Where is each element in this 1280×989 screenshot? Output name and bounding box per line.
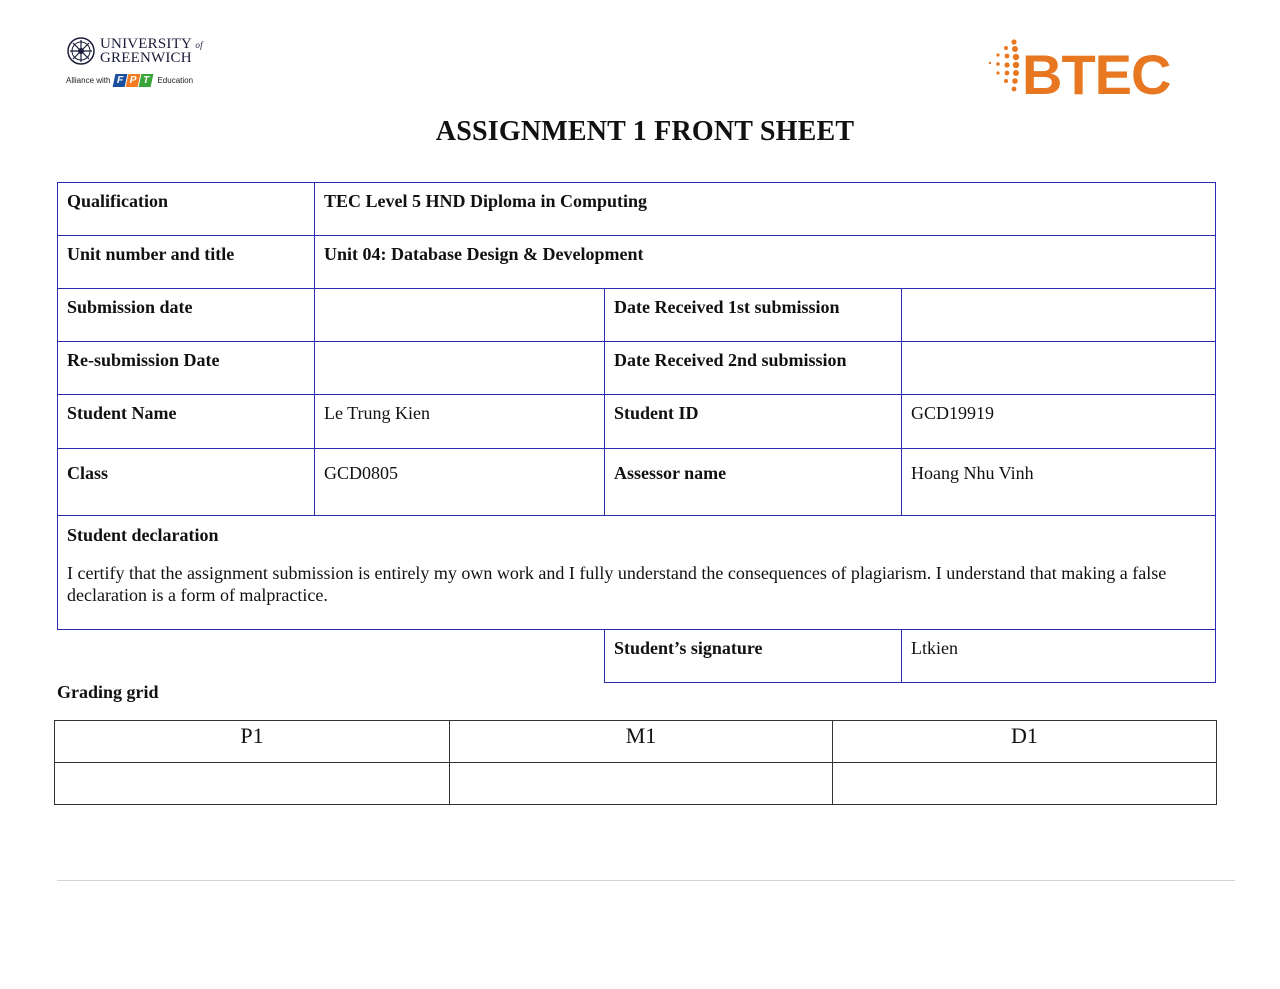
declaration-row — [58, 516, 1216, 630]
education-text: Education — [157, 76, 194, 85]
unit-value: Unit 04: Database Design & Development — [315, 236, 1216, 289]
class-label: Class — [58, 449, 315, 516]
grading-grid-label: Grading grid — [57, 682, 159, 702]
student-id-value[interactable]: GCD19919 — [902, 395, 1216, 449]
unit-label: Unit number and title — [58, 236, 315, 289]
grade-m1-header: M1 — [450, 721, 833, 763]
university-of: of — [195, 39, 203, 50]
class-value[interactable]: GCD0805 — [315, 449, 605, 516]
assessor-label: Assessor name — [605, 449, 902, 516]
grade-d1-value[interactable] — [833, 763, 1217, 805]
signature-row — [58, 630, 1216, 683]
btec-logo — [986, 36, 1182, 98]
fpt-logo — [114, 74, 153, 87]
submission-row — [58, 289, 1216, 342]
student-name-value[interactable]: Le Trung Kien — [315, 395, 605, 449]
class-row — [58, 449, 1216, 516]
fpt-letter-p: P — [126, 74, 141, 87]
student-row — [58, 395, 1216, 449]
footer-divider — [57, 880, 1235, 881]
page-title: ASSIGNMENT 1 FRONT SHEET — [435, 116, 855, 147]
university-logo — [66, 36, 206, 104]
front-sheet-table — [57, 182, 1216, 683]
university-line1: UNIVERSITY — [100, 35, 192, 52]
qualification-label: Qualification — [58, 183, 315, 236]
grade-p1-value[interactable] — [55, 763, 450, 805]
grading-grid — [54, 720, 1217, 805]
submission-date-label: Submission date — [58, 289, 315, 342]
university-line2: GREENWICH — [100, 49, 192, 66]
alliance-text: Alliance with — [66, 76, 111, 85]
resubmission-date-label: Re-submission Date — [58, 342, 315, 395]
resubmission-date-value[interactable] — [315, 342, 605, 395]
resubmission-row — [58, 342, 1216, 395]
submission-date-value[interactable] — [315, 289, 605, 342]
signature-value[interactable]: Ltkien — [902, 630, 1216, 683]
grade-p1-header: P1 — [55, 721, 450, 763]
declaration-cell — [58, 516, 1216, 630]
signature-label: Student’s signature — [605, 630, 902, 683]
date-received-1-value[interactable] — [902, 289, 1216, 342]
fpt-letter-f: F — [113, 74, 128, 87]
date-received-2-label: Date Received 2nd submission — [605, 342, 902, 395]
alliance-row — [66, 74, 206, 87]
qualification-value: TEC Level 5 HND Diploma in Computing — [315, 183, 1216, 236]
signature-spacer — [58, 630, 605, 683]
btec-dots-icon — [989, 39, 1019, 91]
grade-d1-header: D1 — [833, 721, 1217, 763]
qualification-row — [58, 183, 1216, 236]
university-seal-icon — [66, 36, 96, 66]
declaration-text: I certify that the assignment submission is entirely my own work and I fully understand the consequences of plagiarism. I understand that making a false declaration is a form of malpractice. — [67, 563, 1167, 605]
assessor-value[interactable]: Hoang Nhu Vinh — [902, 449, 1216, 516]
unit-row — [58, 236, 1216, 289]
university-wordmark — [100, 35, 203, 66]
date-received-2-value[interactable] — [902, 342, 1216, 395]
date-received-1-label: Date Received 1st submission — [605, 289, 902, 342]
btec-wordmark: BTEC — [1022, 43, 1171, 98]
grading-value-row — [55, 763, 1217, 805]
student-id-label: Student ID — [605, 395, 902, 449]
grade-m1-value[interactable] — [450, 763, 833, 805]
fpt-letter-t: T — [139, 74, 154, 87]
grading-header-row — [55, 721, 1217, 763]
student-name-label: Student Name — [58, 395, 315, 449]
declaration-title: Student declaration — [67, 525, 219, 545]
